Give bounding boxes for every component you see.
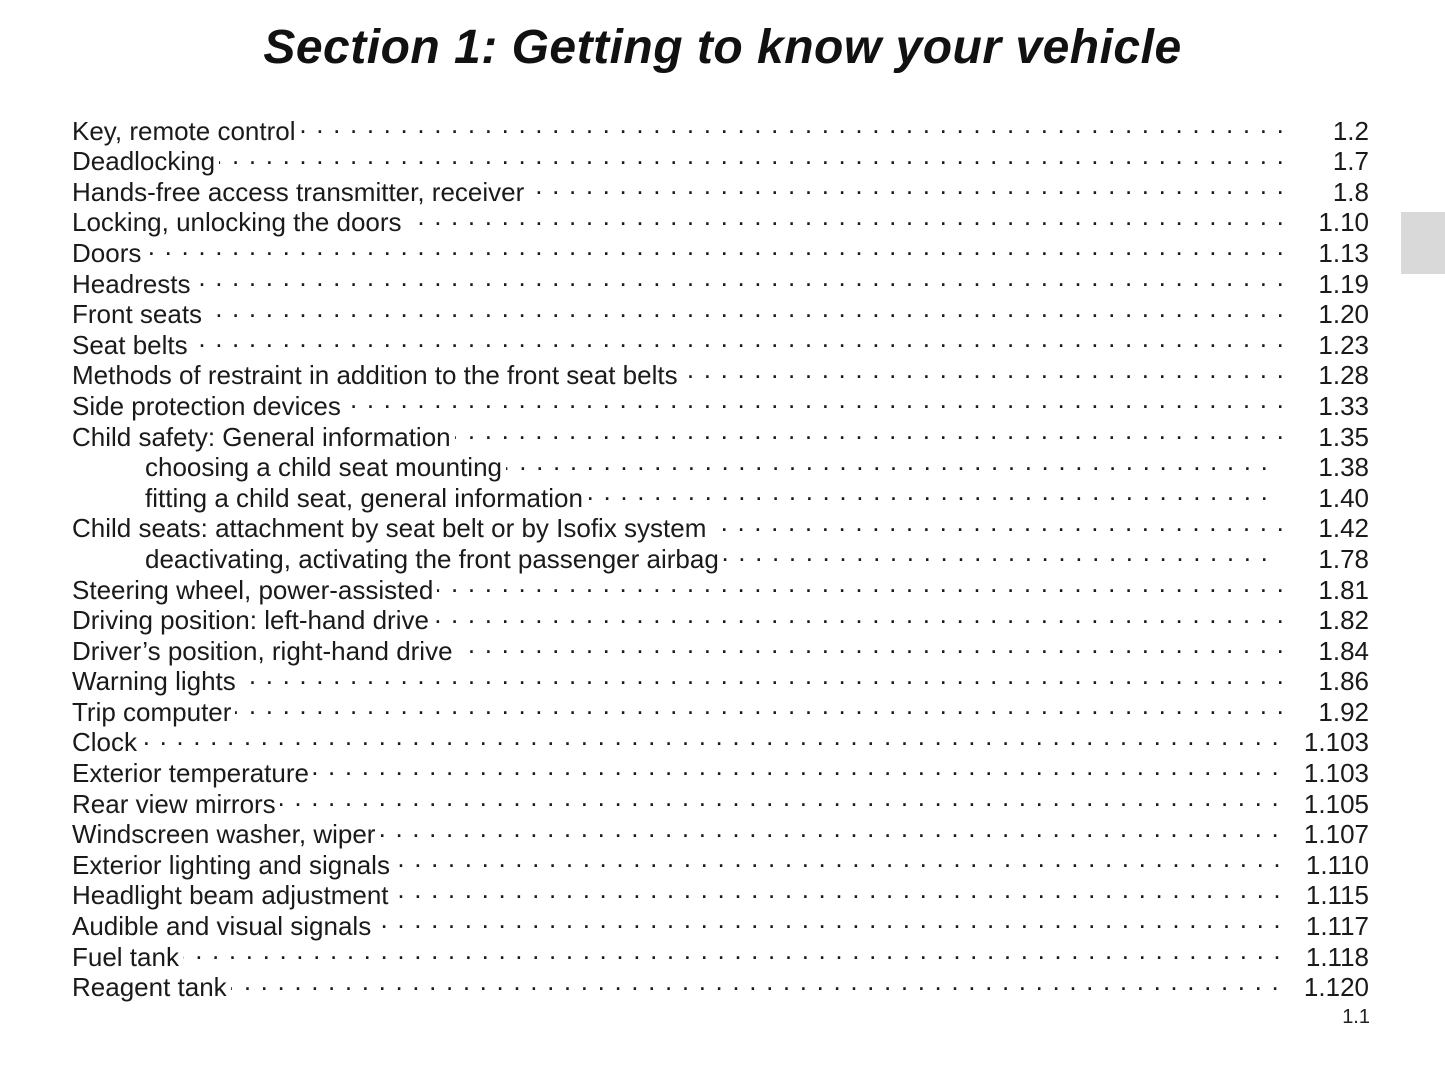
toc-entry[interactable] (72, 231, 1369, 268)
toc-entry-page: 1.118 (1305, 941, 1369, 972)
toc-entry-label: Locking, unlocking the doors (72, 207, 402, 238)
dot-leader (192, 323, 1285, 354)
toc-entry[interactable] (72, 293, 1369, 330)
toc-entry-page: 1.13 (1318, 237, 1369, 268)
dot-leader (145, 231, 1285, 262)
dot-leader (300, 109, 1285, 140)
toc-entry[interactable] (72, 140, 1369, 177)
toc-entry-label: Child safety: General information (72, 421, 451, 452)
dot-leader (528, 170, 1285, 201)
toc-entry[interactable] (72, 690, 1369, 727)
toc-entry-label: fitting a child seat, general information (145, 482, 583, 513)
toc-entry-label: Methods of restraint in addition to the front seat belts (72, 360, 678, 391)
dot-leader (393, 874, 1282, 905)
toc-entry-label: Doors (72, 237, 142, 268)
dot-leader (240, 660, 1285, 691)
toc-entry-label: Windscreen washer, wiper (72, 819, 376, 850)
toc-entry-page: 1.82 (1318, 605, 1369, 636)
table-of-contents (72, 109, 1369, 1003)
toc-entry[interactable] (72, 109, 1369, 146)
toc-entry-page: 1.2 (1332, 115, 1369, 146)
toc-entry-page: 1.33 (1318, 390, 1369, 421)
section-tab-marker (1401, 212, 1445, 274)
toc-entry-label: Trip computer (72, 696, 232, 727)
page-number: 1.1 (1342, 1006, 1370, 1028)
toc-entry-page: 1.92 (1318, 696, 1369, 727)
toc-entry[interactable] (72, 323, 1369, 360)
toc-entry[interactable] (72, 660, 1369, 697)
toc-entry-label: Exterior temperature (72, 758, 309, 789)
toc-entry-label: Exterior lighting and signals (72, 849, 390, 880)
toc-entry-label: Side protection devices (72, 390, 341, 421)
dot-leader (394, 843, 1282, 874)
dot-leader (379, 813, 1279, 844)
toc-entry-page: 1.107 (1303, 819, 1369, 850)
dot-leader (457, 629, 1285, 660)
dot-leader (195, 262, 1286, 293)
dot-leader (587, 476, 1269, 507)
toc-entry-label: Headrests (72, 268, 191, 299)
page-title: Section 1: Getting to know your vehicle (263, 21, 1182, 74)
dot-leader (437, 568, 1285, 599)
toc-entry-label: Fuel tank (72, 941, 179, 972)
toc-entry-page: 1.115 (1305, 880, 1369, 911)
toc-entry-page: 1.117 (1305, 911, 1369, 942)
toc-entry-page: 1.78 (1318, 543, 1369, 574)
toc-entry-label: Steering wheel, power-assisted (72, 574, 434, 605)
toc-entry-page: 1.23 (1318, 329, 1369, 360)
toc-entry[interactable] (72, 262, 1369, 299)
dot-leader (280, 782, 1280, 813)
toc-entry-label: choosing a child seat mounting (145, 452, 503, 483)
toc-entry[interactable] (72, 935, 1369, 972)
dot-leader (219, 140, 1285, 171)
toc-entry-page: 1.8 (1332, 176, 1369, 207)
dot-leader (710, 507, 1285, 538)
dot-leader (433, 599, 1285, 630)
toc-entry-page: 1.105 (1303, 788, 1369, 819)
toc-entry-page: 1.38 (1318, 452, 1369, 483)
toc-entry-label: Audible and visual signals (72, 911, 372, 942)
toc-entry[interactable] (72, 170, 1369, 207)
toc-entry-label: Headlight beam adjustment (72, 880, 389, 911)
dot-leader (313, 751, 1280, 782)
toc-entry[interactable] (72, 721, 1369, 758)
toc-entry-label: Driver’s position, right-hand drive (72, 635, 453, 666)
dot-leader (231, 966, 1280, 997)
dot-leader (345, 384, 1285, 415)
toc-entry-page: 1.40 (1318, 482, 1369, 513)
dot-leader (406, 201, 1285, 232)
dot-leader (375, 904, 1282, 935)
dot-leader (682, 354, 1285, 385)
toc-entry-page: 1.42 (1318, 513, 1369, 544)
toc-entry-label: Warning lights (72, 666, 236, 697)
toc-entry-page: 1.10 (1318, 207, 1369, 238)
toc-entry-label: Reagent tank (72, 972, 227, 1003)
toc-entry-page: 1.103 (1303, 727, 1369, 758)
toc-entry[interactable] (72, 751, 1369, 789)
dot-leader (235, 690, 1285, 721)
toc-entry-page: 1.81 (1318, 574, 1369, 605)
dot-leader (141, 721, 1280, 752)
toc-entry-label: Seat belts (72, 329, 188, 360)
toc-entry-page: 1.103 (1303, 758, 1369, 789)
toc-entry-page: 1.86 (1318, 666, 1369, 697)
dot-leader (506, 446, 1269, 477)
toc-entry-page: 1.84 (1318, 635, 1369, 666)
toc-entry-page: 1.7 (1332, 146, 1369, 177)
toc-entry-page: 1.120 (1303, 972, 1369, 1003)
toc-entry-label: Rear view mirrors (72, 788, 276, 819)
dot-leader (183, 935, 1282, 966)
toc-entry-label: Front seats (72, 299, 203, 330)
toc-entry-page: 1.20 (1318, 299, 1369, 330)
toc-entry-label: Driving position: left-hand drive (72, 605, 429, 636)
dot-leader (455, 415, 1285, 446)
toc-entry[interactable] (72, 354, 1369, 391)
toc-entry-label: deactivating, activating the front passenger airbag (145, 543, 719, 574)
dot-leader (206, 293, 1285, 324)
toc-entry-label: Hands-free access transmitter, receiver (72, 176, 525, 207)
toc-entry-page: 1.110 (1305, 849, 1369, 880)
toc-entry-page: 1.28 (1318, 360, 1369, 391)
toc-entry[interactable] (72, 966, 1369, 1003)
toc-entry-label: Key, remote control (72, 115, 296, 146)
toc-entry-label: Clock (72, 727, 138, 758)
toc-entry-page: 1.35 (1318, 421, 1369, 452)
dot-leader (723, 537, 1269, 568)
toc-entry-label: Deadlocking (72, 146, 216, 177)
toc-entry-label: Child seats: attachment by seat belt or by Isofix system (72, 513, 707, 544)
toc-entry-page: 1.19 (1318, 268, 1369, 299)
